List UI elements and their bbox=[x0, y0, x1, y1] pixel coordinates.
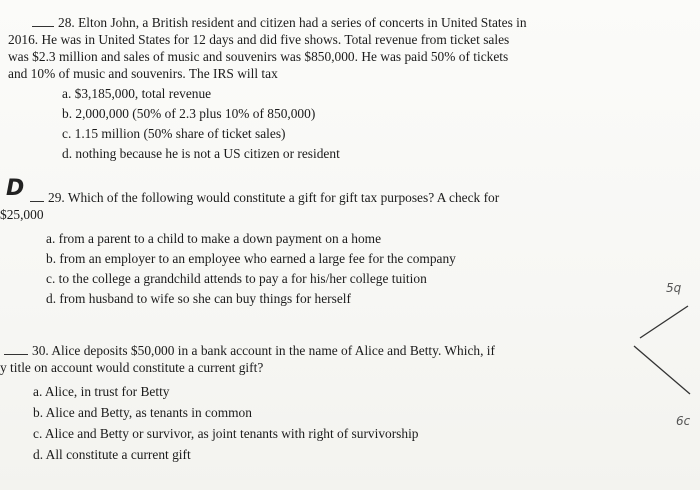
question-30-option-c: c. Alice and Betty or survivor, as joint tenants with right of survivorship bbox=[33, 426, 419, 441]
question-29-option-c: c. to the college a grandchild attends to pay a for his/her college tuition bbox=[46, 271, 427, 286]
question-28-option-d: d. nothing because he is not a US citizen or resident bbox=[62, 146, 340, 161]
margin-note-top: 5q bbox=[666, 281, 682, 295]
question-28-line-4: and 10% of music and souvenirs. The IRS will tax bbox=[8, 66, 278, 81]
question-28-option-b: b. 2,000,000 (50% of 2.3 plus 10% of 850,000) bbox=[62, 106, 316, 121]
question-30-line-1: 30. Alice deposits $50,000 in a bank account in the name of Alice and Betty. Which, if bbox=[4, 343, 495, 359]
question-28-option-a: a. $3,185,000, total revenue bbox=[62, 86, 212, 101]
question-28-line-3: was $2.3 million and sales of music and souvenirs was $850,000. He was paid 50% of tickets bbox=[8, 49, 509, 64]
question-28-option-c: c. 1.15 million (50% share of ticket sales) bbox=[62, 126, 286, 141]
handwritten-answer: D bbox=[6, 176, 25, 201]
question-29-line-1: 29. Which of the following would constitute a gift for gift tax purposes? A check for bbox=[30, 190, 499, 206]
question-30-option-a: a. Alice, in trust for Betty bbox=[33, 384, 170, 399]
question-29-line-2: $25,000 bbox=[0, 207, 44, 222]
pen-stroke-lower bbox=[634, 346, 690, 394]
question-28-line-1: 28. Elton John, a British resident and citizen had a series of concerts in United States in bbox=[32, 15, 527, 31]
question-30-option-b: b. Alice and Betty, as tenants in common bbox=[33, 405, 252, 420]
question-29-option-b: b. from an employer to an employee who earned a large fee for the company bbox=[46, 251, 456, 266]
question-29-option-d: d. from husband to wife so she can buy things for herself bbox=[46, 291, 351, 306]
question-30-option-d: d. All constitute a current gift bbox=[33, 447, 191, 462]
margin-note-bottom: 6c bbox=[676, 414, 691, 428]
question-29-option-a: a. from a parent to a child to make a down payment on a home bbox=[46, 231, 382, 246]
question-30-line-2: y title on account would constitute a current gift? bbox=[0, 360, 264, 375]
pen-stroke-upper bbox=[640, 306, 688, 338]
question-28-line-2: 2016. He was in United States for 12 days and did five shows. Total revenue from ticket sales bbox=[8, 32, 510, 47]
